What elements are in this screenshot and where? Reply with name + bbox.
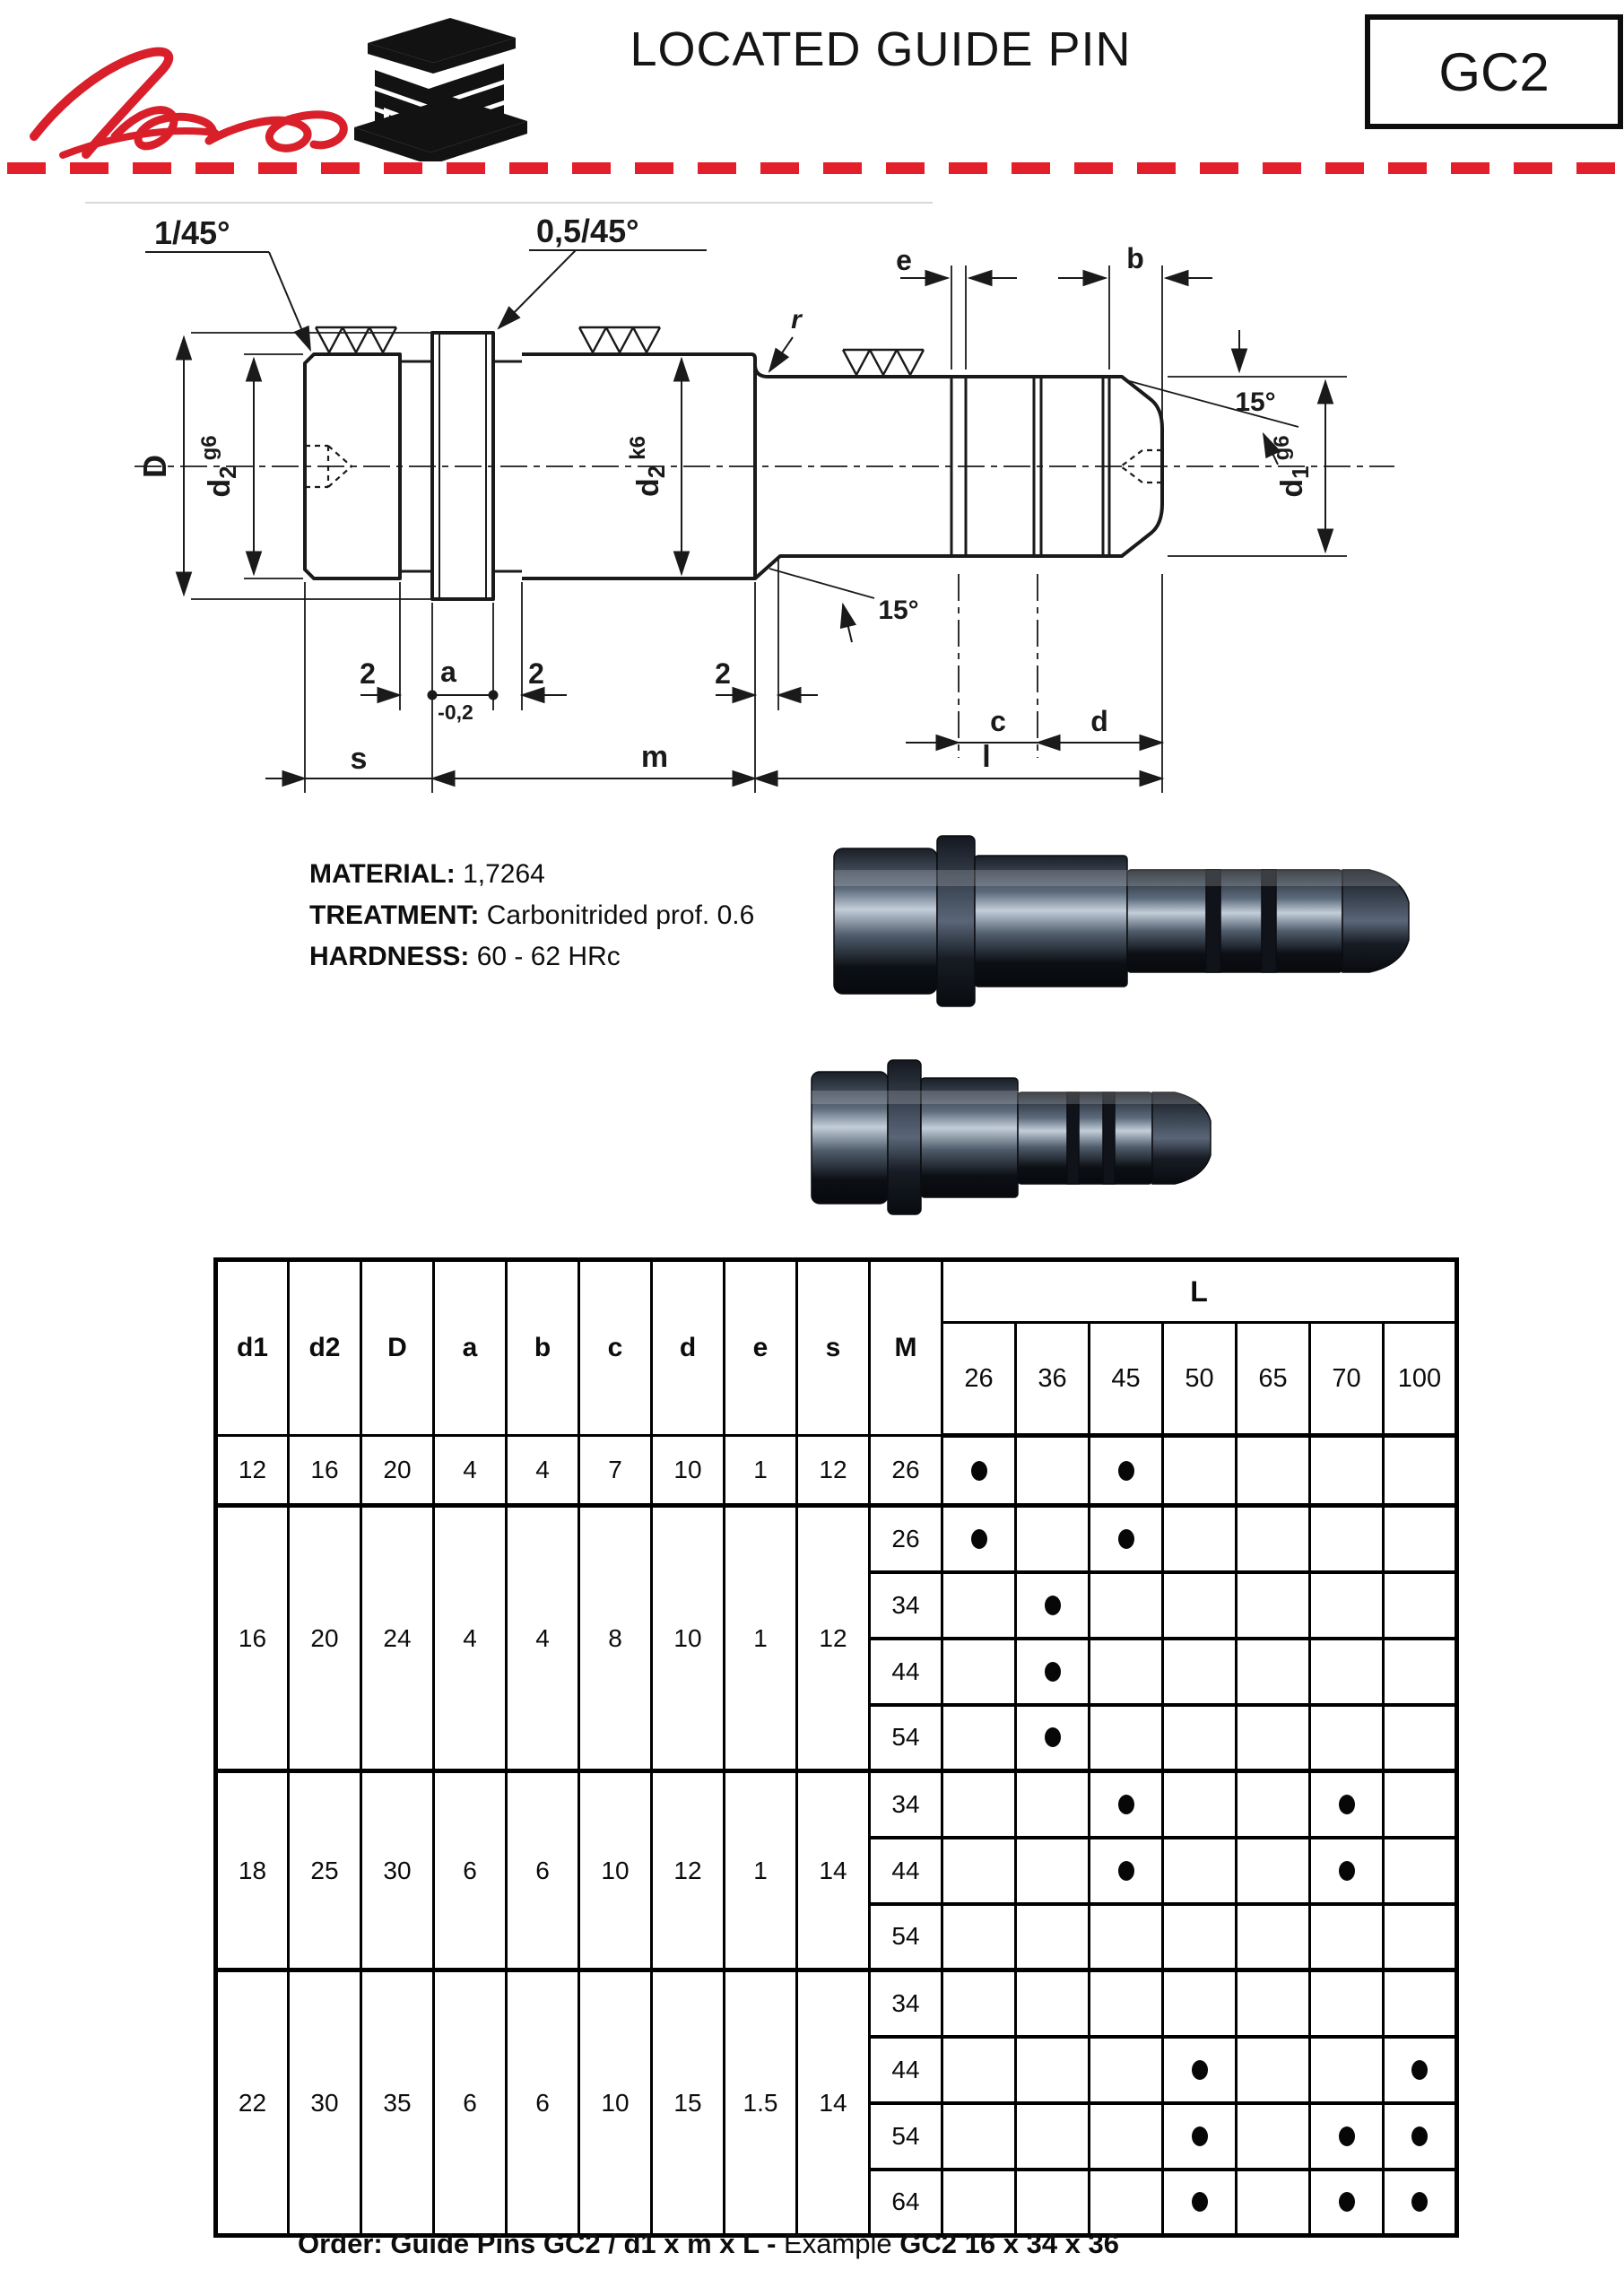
column-header-L: L <box>942 1260 1457 1323</box>
table-row <box>216 1970 1457 2037</box>
dim-value-e: 1.5 <box>725 1970 797 2236</box>
dim-value-s: 12 <box>797 1436 870 1506</box>
chamfer-width-label: 2 <box>528 657 544 690</box>
availability-cell <box>942 1436 1016 1506</box>
availability-dot <box>1192 2192 1208 2212</box>
availability-cell <box>1237 1970 1310 2037</box>
m-value: 54 <box>870 1904 942 1970</box>
dim-value-s: 14 <box>797 1970 870 2236</box>
step-angle-label: 15° <box>878 596 919 625</box>
m-value: 44 <box>870 1639 942 1705</box>
availability-cell <box>942 1572 1016 1639</box>
availability-cell <box>942 2037 1016 2103</box>
length-column-header: 70 <box>1310 1323 1384 1436</box>
availability-cell <box>1163 2103 1237 2170</box>
availability-dot <box>1118 1795 1134 1814</box>
availability-dot <box>1045 1596 1061 1615</box>
column-header-d2: d2 <box>289 1260 361 1436</box>
dim-value-d1: 18 <box>216 1771 289 1970</box>
availability-dot <box>1411 2060 1428 2080</box>
length-column-header: 26 <box>942 1323 1016 1436</box>
dim-m-label: m <box>640 740 669 774</box>
availability-cell <box>1237 1705 1310 1771</box>
m-value: 64 <box>870 2170 942 2236</box>
column-header-a: a <box>434 1260 507 1436</box>
availability-dot <box>971 1529 987 1549</box>
nose-angle-label: 15° <box>1235 387 1276 417</box>
availability-cell <box>1090 1970 1163 2037</box>
dim-d-label: d <box>1090 705 1108 737</box>
availability-dot <box>1118 1861 1134 1881</box>
chamfer-note-left: 1/45° <box>154 214 230 251</box>
dim-value-D: 20 <box>361 1436 434 1506</box>
availability-cell <box>1016 1572 1090 1639</box>
dim-value-a: 4 <box>434 1436 507 1506</box>
availability-dot <box>1118 1461 1134 1481</box>
availability-cell <box>1090 1639 1163 1705</box>
column-header-e: e <box>725 1260 797 1436</box>
availability-cell <box>1163 1970 1237 2037</box>
availability-cell <box>1310 1506 1384 1572</box>
dim-value-d1: 12 <box>216 1436 289 1506</box>
length-column-header: 50 <box>1163 1323 1237 1436</box>
availability-cell <box>1090 2170 1163 2236</box>
availability-cell <box>1090 1436 1163 1506</box>
availability-cell <box>1310 1904 1384 1970</box>
dim-value-s: 14 <box>797 1771 870 1970</box>
availability-cell <box>1090 2037 1163 2103</box>
dim-c-label: c <box>990 705 1006 737</box>
availability-cell <box>942 1771 1016 1838</box>
availability-cell <box>1310 1639 1384 1705</box>
dim-value-c: 8 <box>579 1506 652 1771</box>
company-logo <box>9 0 565 161</box>
availability-cell <box>1016 1506 1090 1572</box>
dim-value-e: 1 <box>725 1436 797 1506</box>
column-header-M: M <box>870 1260 942 1436</box>
hardness-line: HARDNESS: 60 - 62 HRc <box>309 942 621 971</box>
m-value: 26 <box>870 1506 942 1572</box>
dim-d2k6-label: $d_2^{k6}$ <box>626 436 670 497</box>
page-title: LOCATED GUIDE PIN <box>630 22 1132 76</box>
availability-cell <box>942 2170 1016 2236</box>
availability-cell <box>1090 1838 1163 1904</box>
guide-pin-photo-large <box>821 823 1426 1019</box>
availability-cell <box>1384 1639 1457 1705</box>
availability-cell <box>1310 1436 1384 1506</box>
centerlines <box>135 466 1394 758</box>
m-value: 34 <box>870 1572 942 1639</box>
collar-tolerance-label: -0,2 <box>438 700 473 724</box>
dim-value-d2: 25 <box>289 1771 361 1970</box>
dim-value-d2: 20 <box>289 1506 361 1771</box>
availability-cell <box>1384 1506 1457 1572</box>
chamfer-width-label: 2 <box>715 657 731 690</box>
availability-dot <box>1045 1727 1061 1747</box>
availability-dot <box>1045 1662 1061 1682</box>
availability-cell <box>942 1904 1016 1970</box>
availability-cell <box>1310 2103 1384 2170</box>
availability-dot <box>1118 1529 1134 1549</box>
availability-cell <box>1237 1572 1310 1639</box>
dim-value-a: 4 <box>434 1506 507 1771</box>
availability-cell <box>1310 1572 1384 1639</box>
collar-width-label: a <box>440 656 456 688</box>
availability-cell <box>942 1705 1016 1771</box>
dim-value-d1: 22 <box>216 1970 289 2236</box>
availability-cell <box>1237 1838 1310 1904</box>
dim-value-d2: 30 <box>289 1970 361 2236</box>
availability-cell <box>1090 1771 1163 1838</box>
m-value: 54 <box>870 1705 942 1771</box>
dim-value-D: 30 <box>361 1771 434 1970</box>
availability-cell <box>1384 2037 1457 2103</box>
availability-cell <box>1163 2170 1237 2236</box>
dim-value-a: 6 <box>434 1970 507 2236</box>
availability-cell <box>1016 2103 1090 2170</box>
dim-value-e: 1 <box>725 1506 797 1771</box>
availability-cell <box>1384 2170 1457 2236</box>
availability-cell <box>1016 2170 1090 2236</box>
availability-cell <box>1163 1705 1237 1771</box>
material-specs <box>309 854 754 978</box>
availability-cell <box>1163 2037 1237 2103</box>
dim-value-b: 4 <box>507 1436 579 1506</box>
availability-cell <box>1310 1838 1384 1904</box>
availability-dot <box>1339 2126 1355 2146</box>
dim-value-s: 12 <box>797 1506 870 1771</box>
availability-cell <box>1016 1705 1090 1771</box>
availability-dot <box>1192 2060 1208 2080</box>
guide-pin-photo-small <box>803 1049 1238 1224</box>
availability-cell <box>1310 2170 1384 2236</box>
dim-value-c: 7 <box>579 1436 652 1506</box>
dim-value-b: 6 <box>507 1970 579 2236</box>
availability-cell <box>1090 1904 1163 1970</box>
availability-cell <box>942 1506 1016 1572</box>
availability-cell <box>1310 1970 1384 2037</box>
product-code-box <box>1365 14 1623 129</box>
availability-cell <box>1163 1572 1237 1639</box>
m-value: 26 <box>870 1436 942 1506</box>
center-drill-left <box>305 446 352 487</box>
dim-s-label: s <box>350 742 368 776</box>
column-header-b: b <box>507 1260 579 1436</box>
example-label: Example <box>784 2228 900 2259</box>
availability-cell <box>1237 1639 1310 1705</box>
availability-cell <box>1163 1904 1237 1970</box>
dim-e-label: e <box>896 244 912 276</box>
dim-value-d2: 16 <box>289 1436 361 1506</box>
dim-b-label: b <box>1126 242 1144 274</box>
availability-cell <box>1016 1436 1090 1506</box>
column-header-c: c <box>579 1260 652 1436</box>
availability-cell <box>1163 1506 1237 1572</box>
technical-drawing <box>0 188 1624 852</box>
availability-cell <box>942 2103 1016 2170</box>
dim-value-d: 10 <box>652 1506 725 1771</box>
availability-cell <box>1384 1838 1457 1904</box>
surface-roughness-icons <box>316 327 924 375</box>
dim-value-d: 15 <box>652 1970 725 2236</box>
die-set-icon <box>354 18 527 161</box>
dim-value-a: 6 <box>434 1771 507 1970</box>
m-value: 34 <box>870 1771 942 1838</box>
m-value: 34 <box>870 1970 942 2037</box>
availability-cell <box>1384 1572 1457 1639</box>
availability-cell <box>1016 1639 1090 1705</box>
availability-cell <box>1384 2103 1457 2170</box>
availability-cell <box>1384 1970 1457 2037</box>
signature-logo <box>34 52 343 155</box>
availability-cell <box>1384 1705 1457 1771</box>
treatment-line: TREATMENT: Carbonitrided prof. 0.6 <box>309 900 755 930</box>
dim-value-b: 4 <box>507 1506 579 1771</box>
availability-dot <box>1339 1861 1355 1881</box>
m-value: 54 <box>870 2103 942 2170</box>
table-row <box>216 1436 1457 1506</box>
table-row <box>216 1506 1457 1572</box>
dim-value-c: 10 <box>579 1970 652 2236</box>
column-header-D: D <box>361 1260 434 1436</box>
red-dashed-divider <box>7 162 1617 174</box>
availability-cell <box>1163 1639 1237 1705</box>
availability-cell <box>1163 1771 1237 1838</box>
dimension-table-wrap <box>213 1257 1459 2238</box>
availability-cell <box>1384 1436 1457 1506</box>
column-header-d1: d1 <box>216 1260 289 1436</box>
dim-value-d: 12 <box>652 1771 725 1970</box>
availability-cell <box>1237 1904 1310 1970</box>
roughness-icon <box>843 350 924 375</box>
dim-l-label: l <box>982 740 991 774</box>
availability-cell <box>1237 2103 1310 2170</box>
dimension-lines <box>145 250 1347 793</box>
availability-cell <box>1163 1436 1237 1506</box>
availability-dot <box>1339 2192 1355 2212</box>
availability-cell <box>1237 1771 1310 1838</box>
length-column-header: 36 <box>1016 1323 1090 1436</box>
chamfer-note-collar: 0,5/45° <box>536 213 639 249</box>
dim-d1g6-label: $d_1^{g6}$ <box>1270 435 1314 498</box>
product-code: GC2 <box>1438 41 1550 102</box>
availability-cell <box>1237 1436 1310 1506</box>
column-header-d: d <box>652 1260 725 1436</box>
availability-cell <box>942 1639 1016 1705</box>
availability-cell <box>1237 2170 1310 2236</box>
dim-value-d1: 16 <box>216 1506 289 1771</box>
roughness-icon <box>316 327 396 352</box>
dim-value-e: 1 <box>725 1771 797 1970</box>
dim-value-D: 24 <box>361 1506 434 1771</box>
dimension-table <box>213 1257 1459 2238</box>
dim-value-d: 10 <box>652 1436 725 1506</box>
dim-value-c: 10 <box>579 1771 652 1970</box>
availability-cell <box>1016 2037 1090 2103</box>
table-row <box>216 1771 1457 1838</box>
dim-value-b: 6 <box>507 1771 579 1970</box>
order-text: Order: Guide Pins GC2 / d1 x m x L - <box>297 2228 785 2259</box>
availability-cell <box>942 1970 1016 2037</box>
dim-D-label: D <box>136 455 173 478</box>
availability-cell <box>1310 1771 1384 1838</box>
availability-cell <box>1016 1904 1090 1970</box>
order-instructions <box>135 2228 1282 2260</box>
dim-value-D: 35 <box>361 1970 434 2236</box>
availability-dot <box>1411 2126 1428 2146</box>
roughness-icon <box>579 327 660 352</box>
availability-cell <box>1384 1771 1457 1838</box>
availability-cell <box>1016 1838 1090 1904</box>
availability-cell <box>1016 1771 1090 1838</box>
m-value: 44 <box>870 2037 942 2103</box>
radius-label: r <box>791 305 802 335</box>
length-column-header: 100 <box>1384 1323 1457 1436</box>
dim-d2g6-label: $d_2^{g6}$ <box>197 435 241 498</box>
availability-cell <box>1090 1705 1163 1771</box>
availability-cell <box>1016 1970 1090 2037</box>
example-code: GC2 16 x 34 x 36 <box>899 2228 1120 2259</box>
availability-cell <box>1163 1838 1237 1904</box>
length-column-header: 45 <box>1090 1323 1163 1436</box>
availability-cell <box>942 1838 1016 1904</box>
m-value: 44 <box>870 1838 942 1904</box>
chamfer-width-label: 2 <box>360 657 376 690</box>
availability-cell <box>1090 2103 1163 2170</box>
availability-cell <box>1310 1705 1384 1771</box>
availability-cell <box>1090 1506 1163 1572</box>
availability-dot <box>1411 2192 1428 2212</box>
availability-cell <box>1310 2037 1384 2103</box>
availability-dot <box>1192 2126 1208 2146</box>
availability-dot <box>971 1461 987 1481</box>
column-header-s: s <box>797 1260 870 1436</box>
availability-cell <box>1237 2037 1310 2103</box>
availability-cell <box>1237 1506 1310 1572</box>
material-line: MATERIAL: 1,7264 <box>309 859 545 889</box>
length-column-header: 65 <box>1237 1323 1310 1436</box>
availability-cell <box>1090 1572 1163 1639</box>
availability-dot <box>1339 1795 1355 1814</box>
drawing-labels <box>136 213 1314 776</box>
availability-cell <box>1384 1904 1457 1970</box>
